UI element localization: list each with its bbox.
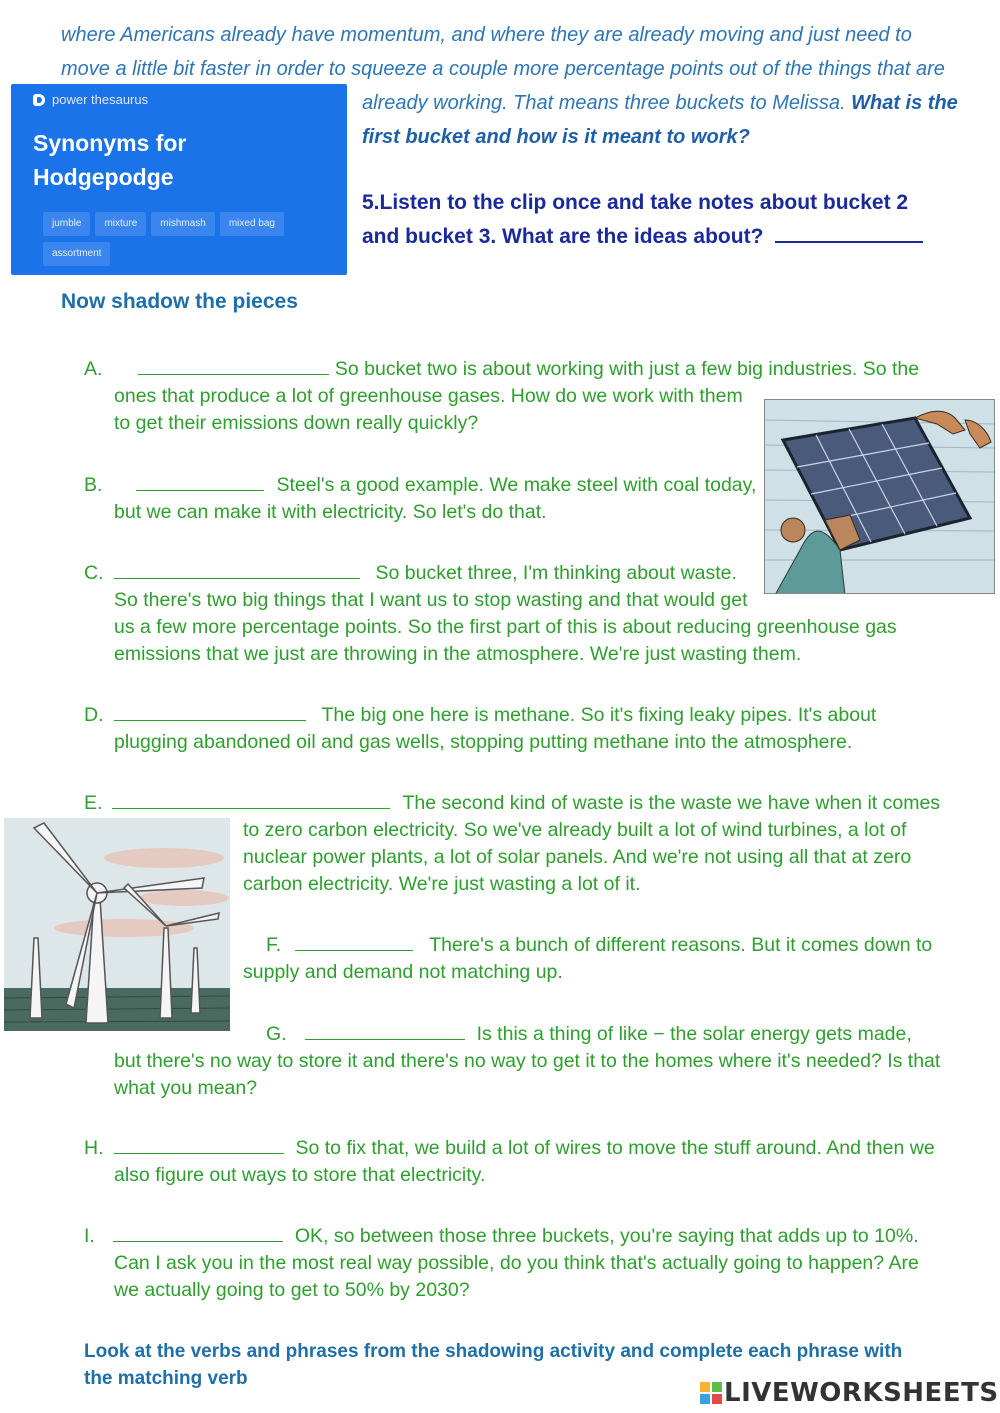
item-a-blank[interactable] xyxy=(138,357,329,375)
shadow-heading: Now shadow the pieces xyxy=(61,290,298,313)
item-b-letter: B. xyxy=(84,474,103,496)
item-a-letter: A. xyxy=(84,358,103,380)
intro-question-part-2: first bucket and how is it meant to work? xyxy=(362,126,750,148)
item-g-line-3: what you mean? xyxy=(114,1077,258,1099)
item-h-text-1: So to fix that, we build a lot of wires to move the stuff around. And then we xyxy=(295,1137,935,1159)
item-f-text-1: There's a bunch of different reasons. But it comes down to xyxy=(429,934,933,956)
item-b-blank[interactable] xyxy=(136,473,264,491)
item-c-line-2: So there's two big things that I want us to stop wasting and that would get xyxy=(114,589,748,611)
item-d-letter: D. xyxy=(84,704,104,726)
item-g-line-1 xyxy=(266,1021,912,1048)
item-i-line-1 xyxy=(84,1223,919,1250)
item-a-line-1 xyxy=(84,356,919,383)
item-h-line-2: also figure out ways to store that electricity. xyxy=(114,1164,486,1186)
item-c-line-4: emissions that we just are throwing in the atmosphere. We're just wasting them. xyxy=(114,643,802,665)
item-i-text-1: OK, so between those three buckets, you're saying that adds up to 10%. xyxy=(294,1225,919,1247)
item-i-line-3: we actually going to get to 50% by 2030? xyxy=(114,1279,470,1301)
thesaurus-card xyxy=(11,84,347,275)
item-d-blank[interactable] xyxy=(114,703,306,721)
question-5 xyxy=(362,186,923,254)
item-e-blank[interactable] xyxy=(112,791,390,809)
item-b-text-1: Steel's a good example. We make steel with coal today, xyxy=(276,474,757,496)
item-f-letter: F. xyxy=(266,934,282,956)
liveworksheets-mark-icon xyxy=(700,1382,722,1404)
item-e-text-1: The second kind of waste is the waste we have when it comes xyxy=(402,792,941,814)
item-g-text-1: Is this a thing of like − the solar energy gets made, xyxy=(476,1023,912,1045)
item-d-line-2: plugging abandoned oil and gas wells, stopping putting methane into the atmosphere. xyxy=(114,731,853,753)
item-g-line-2: but there's no way to store it and there's no way to get it to the homes where it's needed? Is that xyxy=(114,1050,941,1072)
intro-line-3-text: already working. That means three buckets to Melissa. xyxy=(362,92,852,114)
item-e-line-3: nuclear power plants, a lot of solar panels. And we're not using all that at zero xyxy=(243,846,912,868)
item-c-blank[interactable] xyxy=(114,561,360,579)
item-f-line-1 xyxy=(266,932,932,959)
item-d-text-1: The big one here is methane. So it's fixing leaky pipes. It's about xyxy=(321,704,877,726)
intro-line-2: move a little bit faster in order to squeeze a couple more percentage points out of the things that are xyxy=(61,58,945,80)
thesaurus-title: Synonyms for Hodgepodge xyxy=(33,130,187,190)
item-a-line-3: to get their emissions down really quickly? xyxy=(114,412,479,434)
thesaurus-brand-text: power thesaurus xyxy=(52,92,149,107)
wind-turbine-drawing xyxy=(4,818,230,1031)
synonym-chip[interactable]: mixed bag xyxy=(220,212,284,236)
item-d-line-1 xyxy=(84,702,876,729)
item-h-letter: H. xyxy=(84,1137,104,1159)
item-g-blank[interactable] xyxy=(305,1022,465,1040)
synonym-chip[interactable]: mixture xyxy=(95,212,146,236)
item-e-line-4: carbon electricity. We're just wasting a lot of it. xyxy=(243,873,641,895)
item-h-line-1 xyxy=(84,1135,935,1162)
synonym-chips xyxy=(43,212,343,266)
synonym-chip[interactable]: assortment xyxy=(43,242,110,266)
item-e-line-2: to zero carbon electricity. So we've already built a lot of wind turbines, a lot of xyxy=(243,819,907,841)
wind-turbine-illustration xyxy=(4,818,230,1031)
intro-line-1: where Americans already have momentum, and where they are already moving and just need to xyxy=(61,24,912,46)
item-b-line-2: but we can make it with electricity. So let's do that. xyxy=(114,501,547,523)
item-c-line-1 xyxy=(84,560,737,587)
item-i-blank[interactable] xyxy=(113,1224,283,1242)
question-5-line-1: 5.Listen to the clip once and take notes about bucket 2 xyxy=(362,191,909,214)
intro-line-3 xyxy=(362,86,958,120)
liveworksheets-wordmark: LIVEWORKSHEETS xyxy=(724,1378,999,1408)
item-a-text-1: So bucket two is about working with just a few big industries. So the xyxy=(334,358,920,380)
intro-question-part-1: What is the xyxy=(851,92,958,114)
solar-panel-drawing xyxy=(765,400,995,594)
item-a-line-2: ones that produce a lot of greenhouse gases. How do we work with them xyxy=(114,385,743,407)
question-5-line-2-text: and bucket 3. What are the ideas about? xyxy=(362,225,764,248)
item-e-letter: E. xyxy=(84,792,103,814)
item-c-line-3: us a few more percentage points. So the first part of this is about reducing greenhouse gas xyxy=(114,616,897,638)
item-e-line-1 xyxy=(84,790,940,817)
item-c-letter: C. xyxy=(84,562,104,584)
item-c-text-1: So bucket three, I'm thinking about waste. xyxy=(375,562,737,584)
item-i-line-2: Can I ask you in the most real way possible, do you think that's actually going to happen? Are xyxy=(114,1252,919,1274)
liveworksheets-logo xyxy=(700,1378,999,1408)
item-i-letter: I. xyxy=(84,1225,95,1247)
item-g-letter: G. xyxy=(266,1023,287,1045)
item-f-line-2: supply and demand not matching up. xyxy=(243,961,563,983)
question-5-line-2 xyxy=(362,220,923,254)
thesaurus-brand xyxy=(33,92,148,107)
item-f-blank[interactable] xyxy=(295,933,413,951)
question-5-answer-blank[interactable] xyxy=(775,223,923,243)
solar-panel-illustration xyxy=(764,399,995,594)
item-h-blank[interactable] xyxy=(114,1136,284,1154)
power-thesaurus-logo-icon xyxy=(33,94,45,106)
footer-question: Look at the verbs and phrases from the shadowing activity and complete each phrase with the matching verb xyxy=(84,1341,903,1389)
synonym-chip[interactable]: jumble xyxy=(43,212,90,236)
item-b-line-1 xyxy=(84,472,756,499)
synonym-chip[interactable]: mishmash xyxy=(151,212,215,236)
intro-line-4 xyxy=(362,120,750,154)
